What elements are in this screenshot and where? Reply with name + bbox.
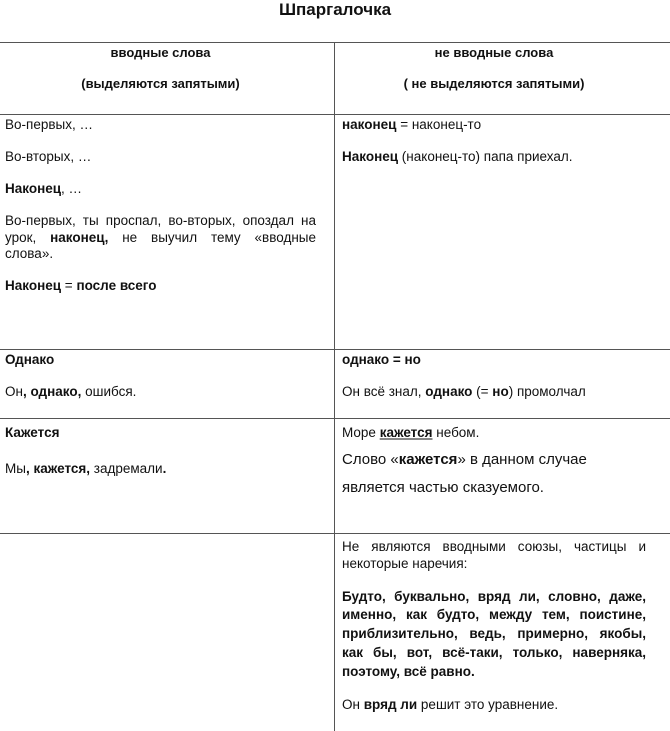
example-vryad-li: Он вряд ли решит это уравнение. xyxy=(342,696,559,712)
example-nakonec: Наконец (наконец-то) папа приехал. xyxy=(342,148,573,164)
row3-right-cell xyxy=(342,425,646,502)
example-kazhetsya: Мы, кажется, задремали. xyxy=(5,460,167,476)
header-right xyxy=(342,45,646,93)
row-divider-header xyxy=(0,114,670,115)
header-left-title: вводные слова xyxy=(110,45,211,60)
line-first: Во-первых, … xyxy=(5,117,93,132)
note-kazhetsya: Слово «кажется» в данном случае является частью сказуемого. xyxy=(342,450,587,496)
definition-nakonec: наконец = наконец-то xyxy=(342,117,482,132)
row1-right-cell xyxy=(342,117,646,166)
heading-kazhetsya: Кажется xyxy=(5,425,60,440)
table-top-border xyxy=(0,42,670,43)
example-more-kazhetsya: Море кажется небом. xyxy=(342,425,480,440)
example-paragraph: Во-первых, ты проспал, во-вторых, опоздал на урок, наконец, не выучил тему «вводные слова». xyxy=(5,212,316,262)
line-finally: Наконец, … xyxy=(5,180,83,196)
row1-left-cell xyxy=(5,117,316,295)
definition-finally: Наконец = после всего xyxy=(5,278,157,294)
not-introductory-list: Будто, буквально, вряд ли, словно, даже, именно, как будто, между тем, поистине, приблизительно, ведь, примерно, якобы, как бы, вот, всё-таки, только, наверняка, поэтому, всё равно. xyxy=(342,588,646,680)
example-odnako-no: Он всё знал, однако (= но) промолчал xyxy=(342,383,586,399)
row3-left-cell xyxy=(5,425,316,478)
heading-odnako: Однако xyxy=(5,352,55,367)
column-divider xyxy=(334,42,335,731)
row2-right-cell xyxy=(342,352,646,401)
row2-left-cell xyxy=(5,352,316,401)
row-divider-1 xyxy=(0,349,670,350)
not-introductory-intro: Не являются вводными союзы, частицы и некоторые наречия: xyxy=(342,539,646,572)
row4-right-cell xyxy=(342,538,646,714)
example-odnako: Он, однако, ошибся. xyxy=(5,383,137,399)
row-divider-2 xyxy=(0,418,670,419)
header-left-subtitle: (выделяются запятыми) xyxy=(81,76,240,92)
header-right-subtitle: ( не выделяются запятыми) xyxy=(403,76,585,92)
header-left xyxy=(5,45,316,93)
heading-odnako-no: однако = но xyxy=(342,352,421,367)
header-right-title: не вводные слова xyxy=(434,45,554,60)
row-divider-3 xyxy=(0,533,670,534)
page-title: Шпаргалочка xyxy=(278,0,392,19)
line-second: Во-вторых, … xyxy=(5,148,92,164)
